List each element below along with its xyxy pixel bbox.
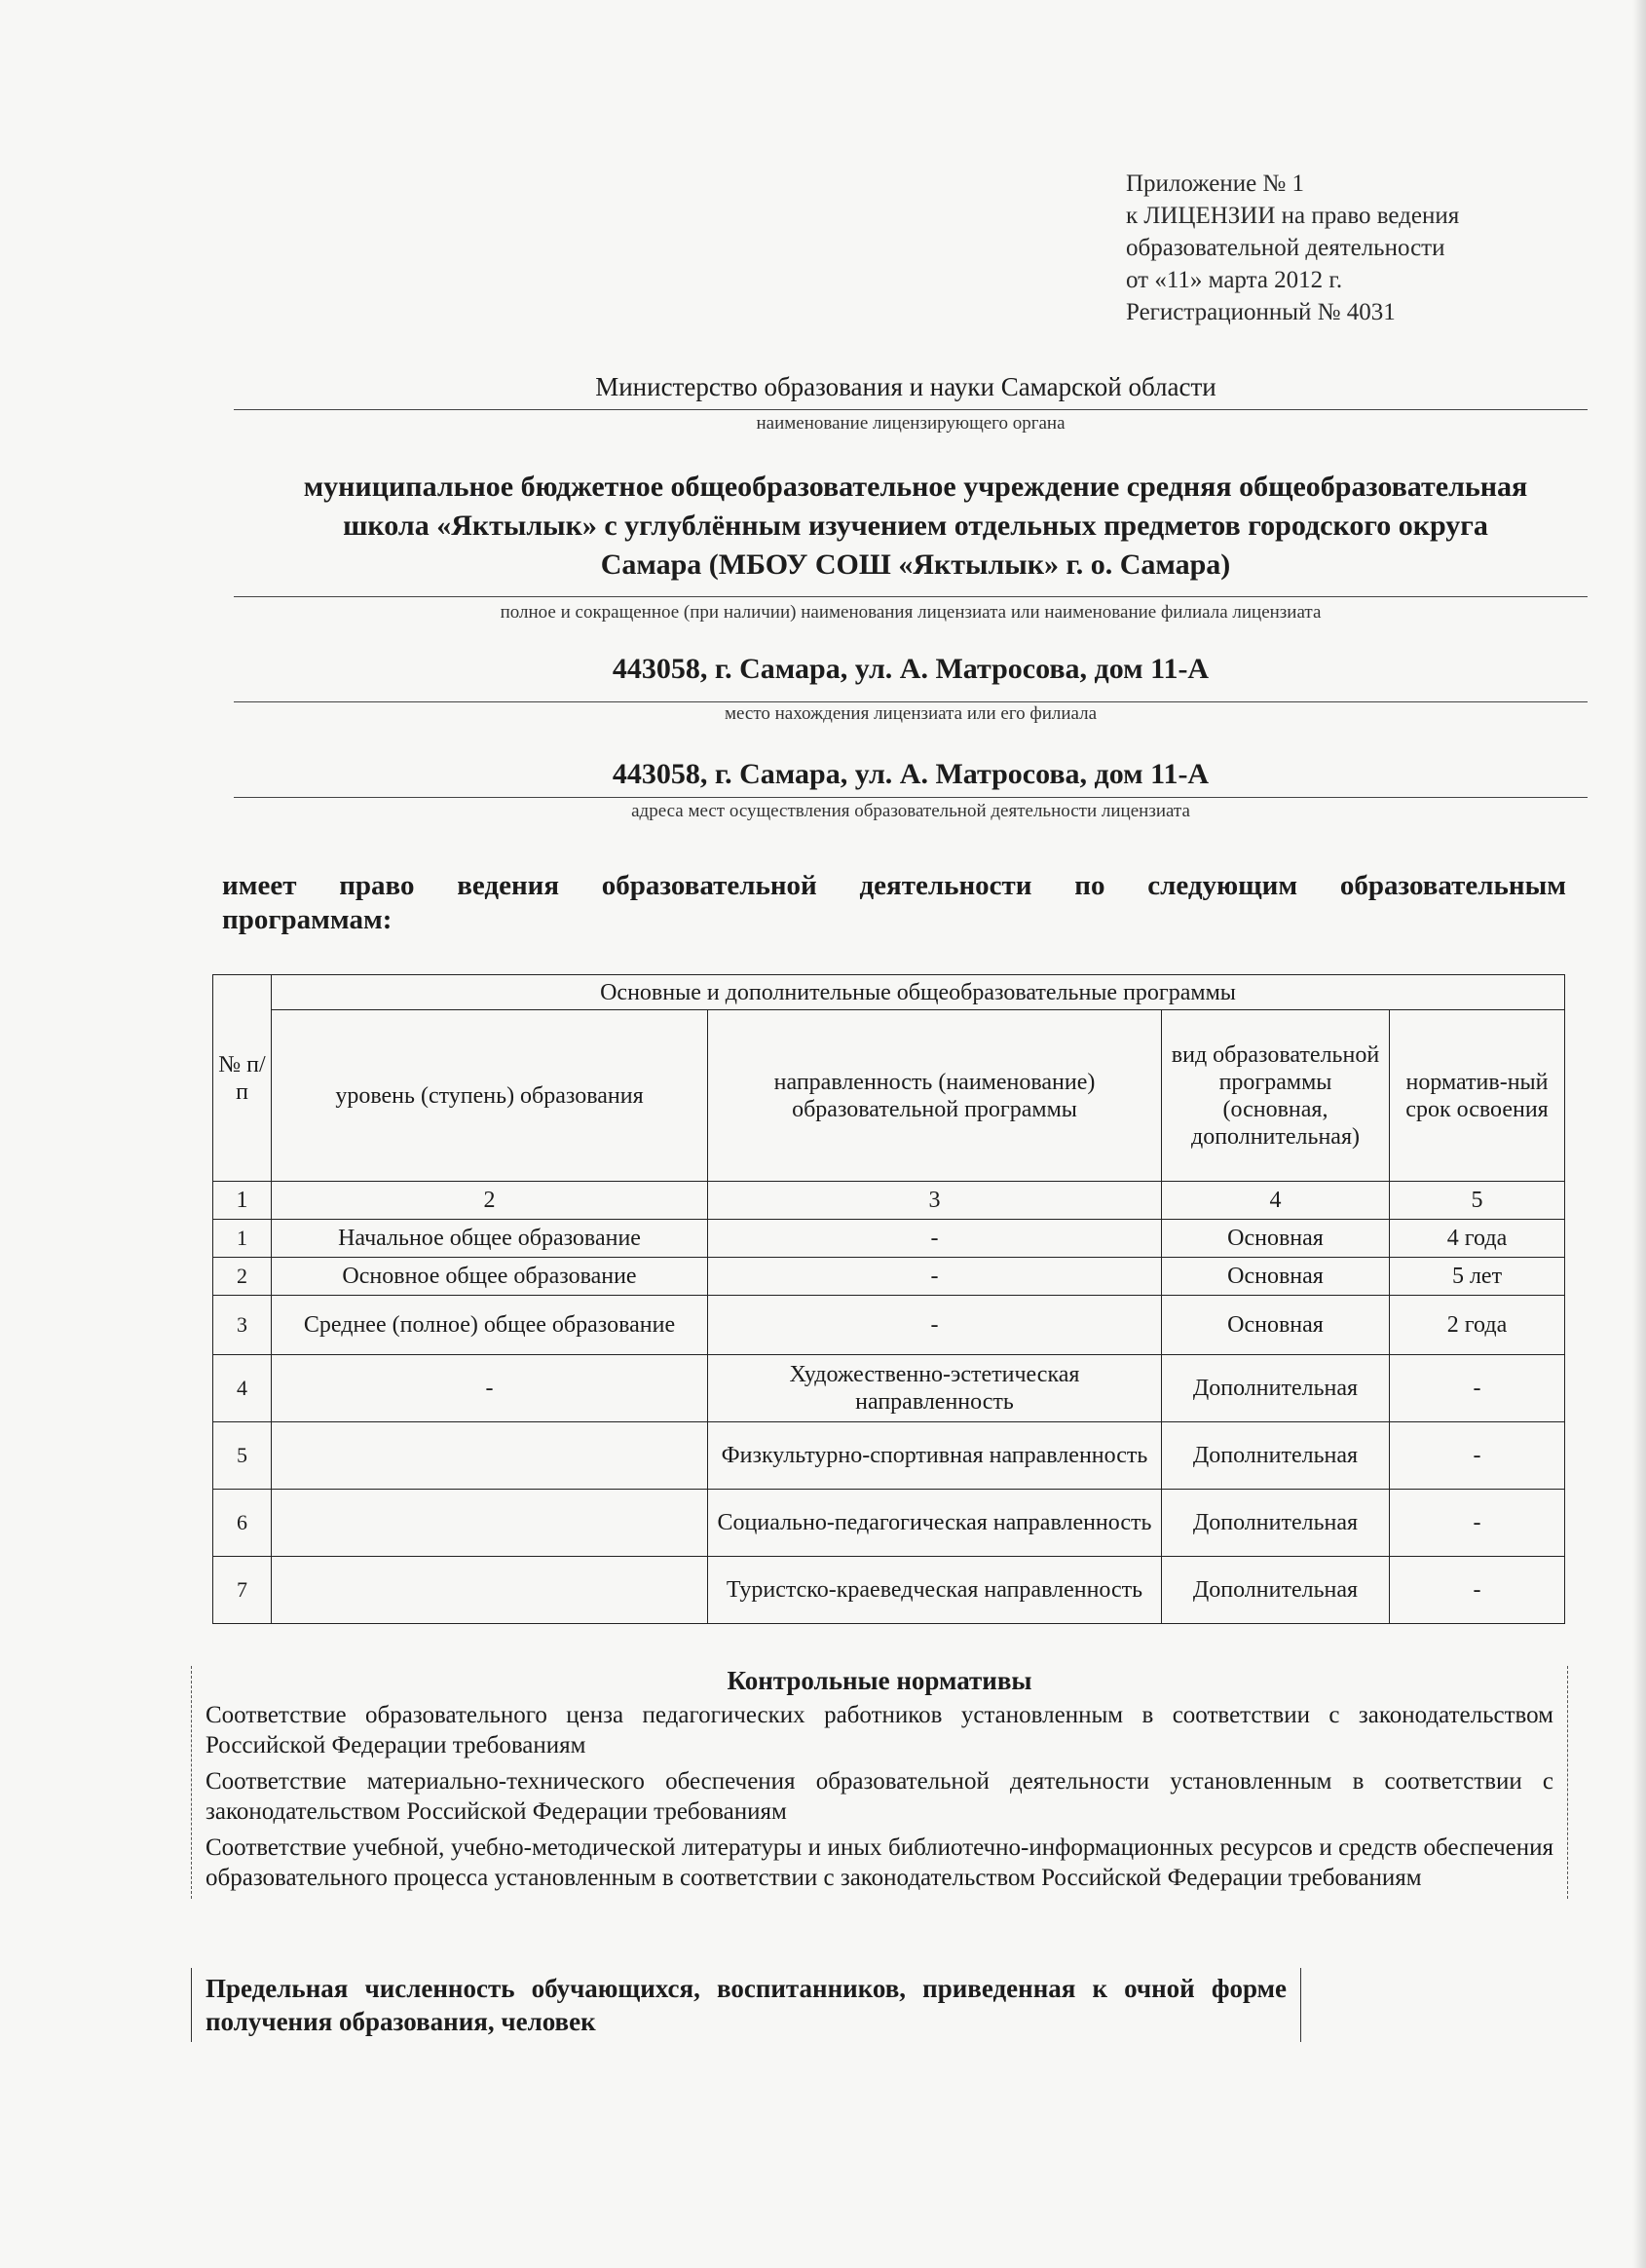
row-direction: - xyxy=(708,1296,1162,1355)
row-term: 4 года xyxy=(1390,1220,1565,1258)
control-standards-box xyxy=(191,1666,1568,1899)
appendix-line: к ЛИЦЕНЗИИ на право ведения xyxy=(1126,203,1460,229)
row-term: - xyxy=(1390,1557,1565,1624)
header-level: уровень (ступень) образования xyxy=(272,1010,708,1182)
licensing-authority-caption: наименование лицензирующего органа xyxy=(756,413,1066,434)
table-row xyxy=(213,1296,1565,1355)
licensee-name-line: школа «Яктылык» с углублённым изучением отдельных предметов городского округа xyxy=(343,510,1488,542)
field-underline xyxy=(234,701,1588,702)
row-number: 5 xyxy=(213,1422,272,1490)
programs-table xyxy=(212,974,1565,1624)
row-level: Начальное общее образование xyxy=(272,1220,708,1258)
row-term: - xyxy=(1390,1355,1565,1422)
location-caption: место нахождения лицензиата или его филиала xyxy=(724,703,1098,724)
row-kind: Дополнительная xyxy=(1162,1422,1390,1490)
row-kind: Дополнительная xyxy=(1162,1355,1390,1422)
activity-address-caption: адреса мест осуществления образовательной деятельности лицензиата xyxy=(631,801,1190,821)
row-direction: Художественно-эстетическая направленность xyxy=(708,1355,1162,1422)
appendix-line: Приложение № 1 xyxy=(1126,170,1305,197)
column-number: 3 xyxy=(708,1182,1162,1220)
row-level: Среднее (полное) общее образование xyxy=(272,1296,708,1355)
row-direction: Туристско-краеведческая направленность xyxy=(708,1557,1162,1624)
row-kind: Основная xyxy=(1162,1220,1390,1258)
control-standard-item: Соответствие образовательного ценза педагогических работников установленным в соответствии с законодательством Российской Федерации требованиям xyxy=(206,1702,1553,1758)
appendix-header xyxy=(1126,168,1535,328)
location-value: 443058, г. Самара, ул. А. Матросова, дом 11-А xyxy=(612,653,1210,685)
row-direction: Социально-педагогическая направленность xyxy=(708,1490,1162,1557)
licensing-authority-value: Министерство образования и науки Самарской области xyxy=(595,372,1216,401)
control-standards-title: Контрольные нормативы xyxy=(727,1666,1032,1695)
field-underline xyxy=(234,409,1588,410)
table-row xyxy=(213,1557,1565,1624)
licensee-name-line: муниципальное бюджетное общеобразовательное учреждение средняя общеобразовательная xyxy=(303,471,1528,503)
rights-statement: имеет право ведения образовательной деятельности по следующим образовательным xyxy=(222,870,1566,901)
row-kind: Основная xyxy=(1162,1258,1390,1296)
row-term: 2 года xyxy=(1390,1296,1565,1355)
control-standard-item: Соответствие материально-технического обеспечения образовательной деятельности установленным в соответствии с законодательством Российской Федерации требованиям xyxy=(206,1768,1553,1825)
licensee-name xyxy=(243,468,1588,585)
row-level: Основное общее образование xyxy=(272,1258,708,1296)
row-number: 1 xyxy=(213,1220,272,1258)
header-num: № п/п xyxy=(213,975,272,1182)
row-level xyxy=(272,1422,708,1490)
row-number: 4 xyxy=(213,1355,272,1422)
scan-edge-shadow xyxy=(1632,0,1646,2268)
column-number: 4 xyxy=(1162,1182,1390,1220)
header-term: норматив-ный срок освоения xyxy=(1390,1010,1565,1182)
table-row xyxy=(213,1220,1565,1258)
header-group: Основные и дополнительные общеобразовательные программы xyxy=(272,975,1565,1010)
table-row xyxy=(213,1258,1565,1296)
row-term: - xyxy=(1390,1422,1565,1490)
licensee-name-caption: полное и сокращенное (при наличии) наименования лицензиата или наименование филиала лицензиата xyxy=(500,602,1322,623)
activity-address-value: 443058, г. Самара, ул. А. Матросова, дом 11-А xyxy=(612,758,1210,790)
student-limit-box xyxy=(191,1968,1301,2042)
table-row xyxy=(213,1355,1565,1422)
control-standard-item: Соответствие учебной, учебно-методической литературы и иных библиотечно-информационных ресурсов и средств обеспечения образовательного процесса установленным в соответствии с законодательством Российской Федерации требованиям xyxy=(206,1834,1553,1891)
row-kind: Основная xyxy=(1162,1296,1390,1355)
licensee-name-line: Самара (МБОУ СОШ «Яктылык» г. о. Самара) xyxy=(600,548,1231,581)
field-underline xyxy=(234,596,1588,597)
row-level xyxy=(272,1557,708,1624)
field-underline xyxy=(234,797,1588,798)
rights-statement-continuation: программам: xyxy=(222,904,393,935)
appendix-line: от «11» марта 2012 г. xyxy=(1126,267,1343,293)
row-kind: Дополнительная xyxy=(1162,1490,1390,1557)
row-direction: - xyxy=(708,1220,1162,1258)
row-level: - xyxy=(272,1355,708,1422)
row-number: 6 xyxy=(213,1490,272,1557)
table-row xyxy=(213,1490,1565,1557)
table-header-row xyxy=(213,975,1565,1010)
table-row xyxy=(213,1422,1565,1490)
column-number-row xyxy=(213,1182,1565,1220)
row-number: 3 xyxy=(213,1296,272,1355)
column-number: 1 xyxy=(213,1182,272,1220)
row-number: 2 xyxy=(213,1258,272,1296)
row-term: - xyxy=(1390,1490,1565,1557)
row-kind: Дополнительная xyxy=(1162,1557,1390,1624)
row-direction: - xyxy=(708,1258,1162,1296)
row-number: 7 xyxy=(213,1557,272,1624)
column-number: 2 xyxy=(272,1182,708,1220)
appendix-line: образовательной деятельности xyxy=(1126,235,1445,261)
row-direction: Физкультурно-спортивная направленность xyxy=(708,1422,1162,1490)
student-limit-text: Предельная численность обучающихся, воспитанников, приведенная к очной форме получения образования, человек xyxy=(206,1974,1287,2036)
header-direction: направленность (наименование) образовательной программы xyxy=(708,1010,1162,1182)
header-kind: вид образовательной программы (основная, дополнительная) xyxy=(1162,1010,1390,1182)
row-level xyxy=(272,1490,708,1557)
appendix-line: Регистрационный № 4031 xyxy=(1126,299,1396,325)
column-number: 5 xyxy=(1390,1182,1565,1220)
row-term: 5 лет xyxy=(1390,1258,1565,1296)
table-header-row xyxy=(213,1010,1565,1182)
